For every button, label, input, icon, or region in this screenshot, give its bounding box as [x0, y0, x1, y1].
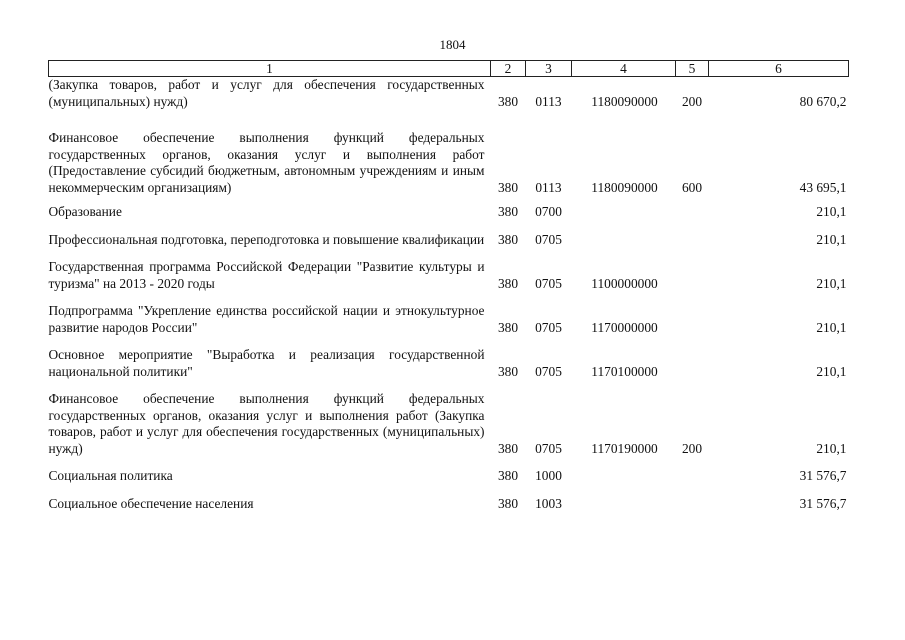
row-name: Образование [48, 204, 122, 219]
row-amount: 210,1 [816, 275, 847, 291]
row-name: (Закупка товаров, работ и услуг для обеспечения государственных (муниципальных) нужд) [48, 77, 485, 109]
row-expense-type [676, 336, 709, 380]
row-target-code [572, 457, 676, 485]
row-ministry-code: 380 [497, 468, 519, 483]
row-ministry-code: 380 [497, 319, 519, 335]
table-row [49, 457, 849, 485]
row-amount: 210,1 [816, 319, 847, 335]
row-target-code: 1170000000 [591, 319, 658, 335]
table-row [49, 196, 849, 221]
row-amount: 80 670,2 [799, 93, 847, 109]
row-section-code: 0700 [535, 204, 562, 219]
row-ministry-code: 380 [497, 440, 519, 456]
row-ministry-code: 380 [497, 93, 519, 109]
row-section-code: 1003 [535, 495, 562, 511]
row-expense-type [676, 196, 709, 221]
row-expense-type: 200 [681, 440, 703, 456]
column-header: 5 [676, 61, 709, 77]
row-target-code [572, 485, 676, 513]
row-ministry-code: 380 [497, 275, 519, 291]
table-row [49, 221, 849, 249]
column-header: 1 [49, 61, 491, 77]
row-amount: 210,1 [816, 231, 847, 247]
row-section-code: 0705 [535, 275, 562, 291]
row-amount: 31 576,7 [799, 495, 847, 511]
column-header: 4 [572, 61, 676, 77]
row-target-code: 1100000000 [591, 275, 658, 291]
row-amount: 210,1 [816, 204, 847, 219]
row-name: Финансовое обеспечение выполнения функций федеральных государственных органов, оказания услуг и выполнения работ (Закупка товаров, работ и услуг для обеспечения государственных (муниципальных) нужд) [48, 391, 485, 456]
row-target-code [572, 196, 676, 221]
row-section-code: 0113 [535, 93, 562, 109]
row-target-code: 1170190000 [591, 440, 658, 456]
row-name: Подпрограмма "Укрепление единства российской нации и этнокультурное развитие народов России" [48, 303, 485, 335]
row-section-code: 0705 [535, 440, 562, 456]
column-header: 3 [526, 61, 572, 77]
row-section-code: 0705 [535, 363, 562, 379]
budget-table [48, 60, 849, 512]
row-expense-type [676, 248, 709, 292]
row-ministry-code: 380 [497, 204, 519, 219]
row-expense-type [676, 457, 709, 485]
row-amount: 210,1 [816, 363, 847, 379]
table-row [49, 336, 849, 380]
column-header: 2 [491, 61, 526, 77]
row-ministry-code: 380 [497, 363, 519, 379]
row-expense-type [676, 485, 709, 513]
table-row [49, 380, 849, 457]
table-row [49, 119, 849, 196]
table-row [49, 77, 849, 120]
row-ministry-code: 380 [497, 495, 519, 511]
row-amount: 31 576,7 [799, 468, 847, 483]
page-number: 1804 [439, 37, 466, 52]
row-name: Финансовое обеспечение выполнения функций федеральных государственных органов, оказания услуг и выполнения работ (Предоставление субсидий бюджетным, автономным учреждениям и иным некоммерческим организациям) [48, 130, 485, 195]
row-target-code [572, 221, 676, 249]
table-row [49, 485, 849, 513]
row-amount: 210,1 [816, 440, 847, 456]
row-expense-type: 200 [681, 93, 703, 109]
row-target-code: 1180090000 [591, 179, 658, 195]
row-target-code: 1180090000 [591, 93, 658, 109]
column-header: 6 [709, 61, 849, 77]
row-name: Социальное обеспечение населения [48, 495, 254, 511]
table-row [49, 248, 849, 292]
row-section-code: 0113 [535, 179, 562, 195]
row-target-code: 1170100000 [591, 363, 658, 379]
row-expense-type [676, 292, 709, 336]
row-section-code: 0705 [535, 231, 562, 247]
table-header-row [49, 61, 849, 77]
row-expense-type: 600 [681, 179, 703, 195]
row-amount: 43 695,1 [799, 179, 847, 195]
row-name: Социальная политика [48, 468, 173, 483]
row-expense-type [676, 221, 709, 249]
table-row [49, 292, 849, 336]
row-section-code: 0705 [535, 319, 562, 335]
row-section-code: 1000 [535, 468, 562, 483]
row-name: Основное мероприятие "Выработка и реализация государственной национальной политики" [48, 347, 485, 379]
row-ministry-code: 380 [497, 231, 519, 247]
row-name: Профессиональная подготовка, переподготовка и повышение квалификации [48, 231, 485, 247]
row-ministry-code: 380 [497, 179, 519, 195]
row-name: Государственная программа Российской Федерации "Развитие культуры и туризма" на 2013 - 2020 годы [48, 259, 485, 291]
